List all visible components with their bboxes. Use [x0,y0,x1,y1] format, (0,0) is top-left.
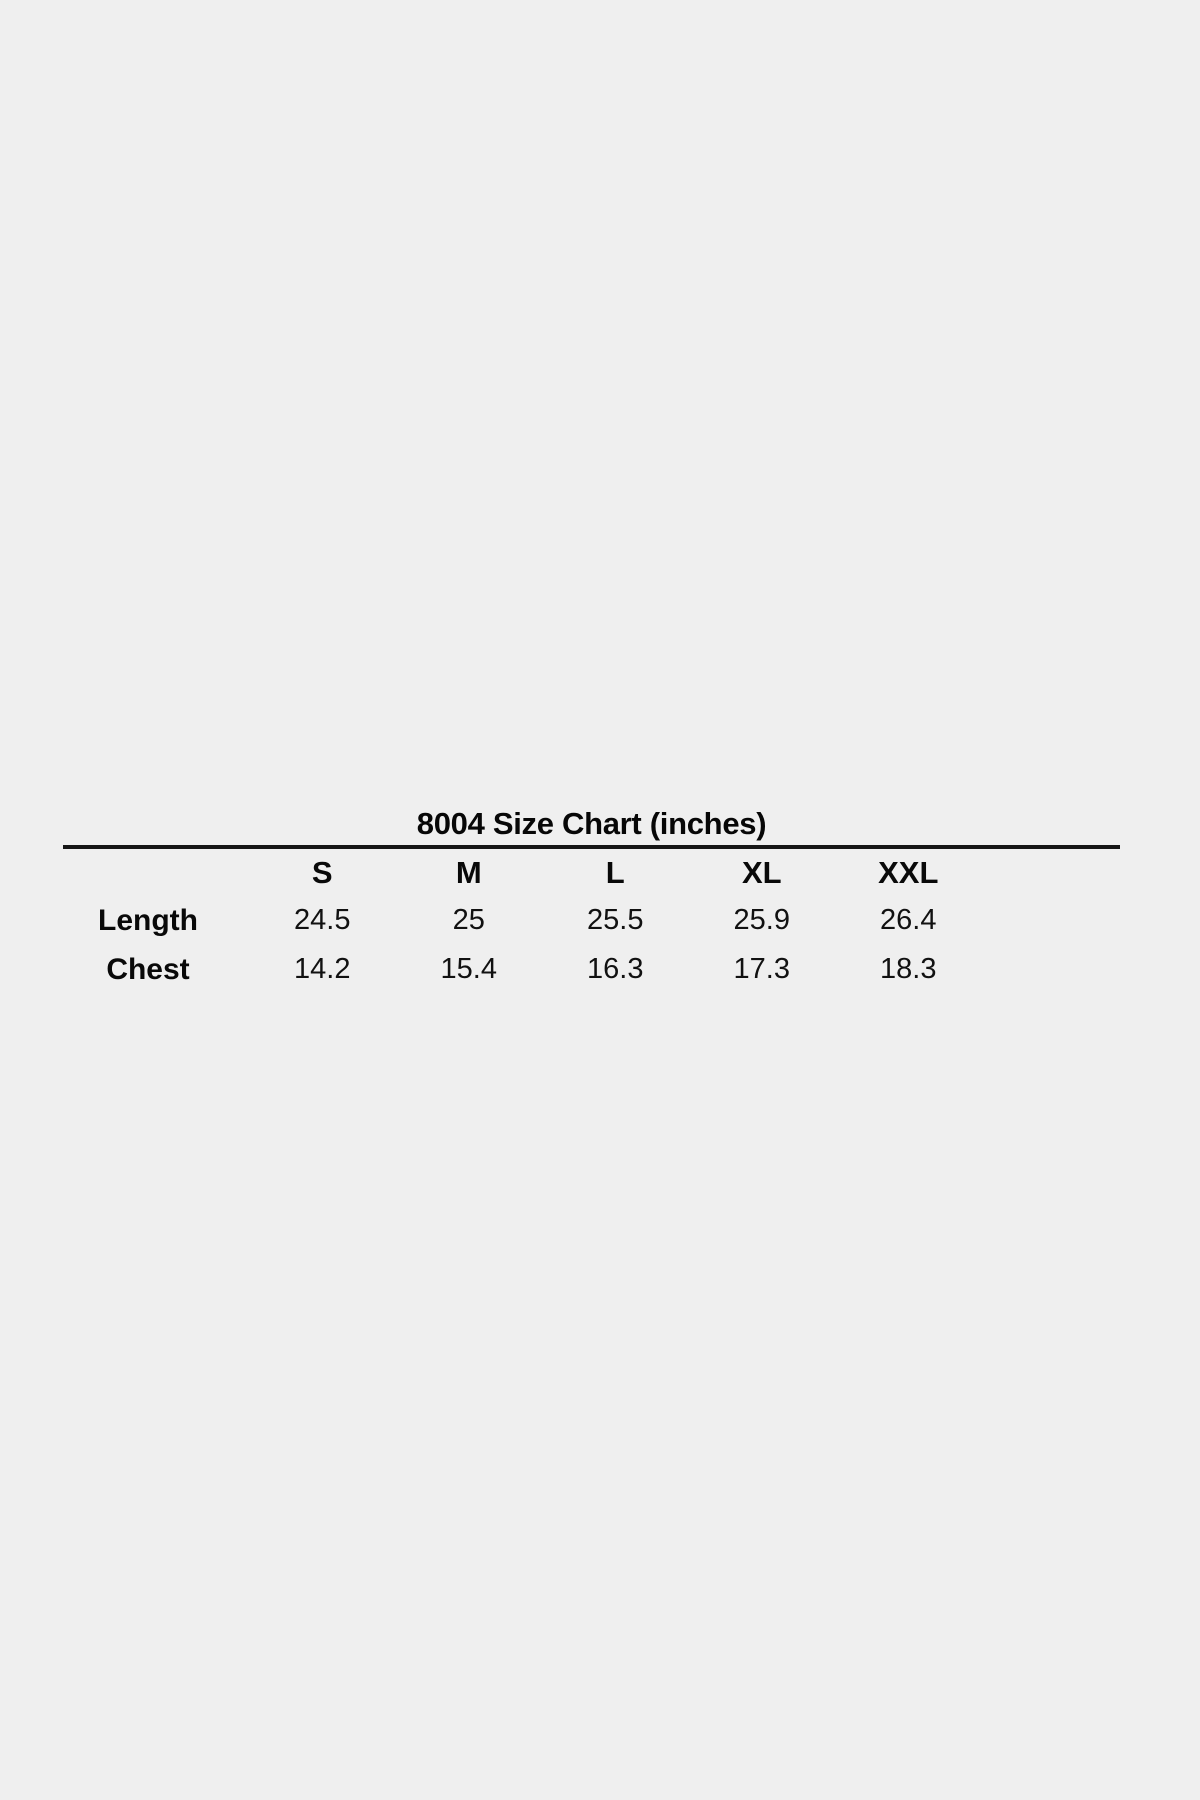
value-chest-m: 15.4 [440,953,497,985]
column-header-s: S [311,854,333,890]
value-length-xl: 25.9 [733,904,790,936]
value-length-m: 25 [452,904,485,936]
value-length-l: 25.5 [587,904,644,936]
spacer [233,945,249,994]
corner-cell [63,849,233,896]
value-chest-l: 16.3 [587,953,644,985]
spacer [233,849,249,896]
column-header-xxl: XXL [878,854,939,890]
value-chest-s: 14.2 [294,953,351,985]
value-length-s: 24.5 [294,904,351,936]
column-header-m: M [455,854,482,890]
spacer [233,896,249,945]
value-chest-xxl: 18.3 [880,953,937,985]
value-chest-xl: 17.3 [733,953,790,985]
row-label-length: Length [98,903,198,937]
size-chart [63,803,1120,994]
row-label-chest: Chest [106,952,190,986]
size-chart-title: 8004 Size Chart (inches) [416,806,767,841]
column-header-xl: XL [741,854,782,890]
column-header-l: L [605,854,625,890]
value-length-xxl: 26.4 [880,904,937,936]
size-chart-table [63,849,1120,994]
